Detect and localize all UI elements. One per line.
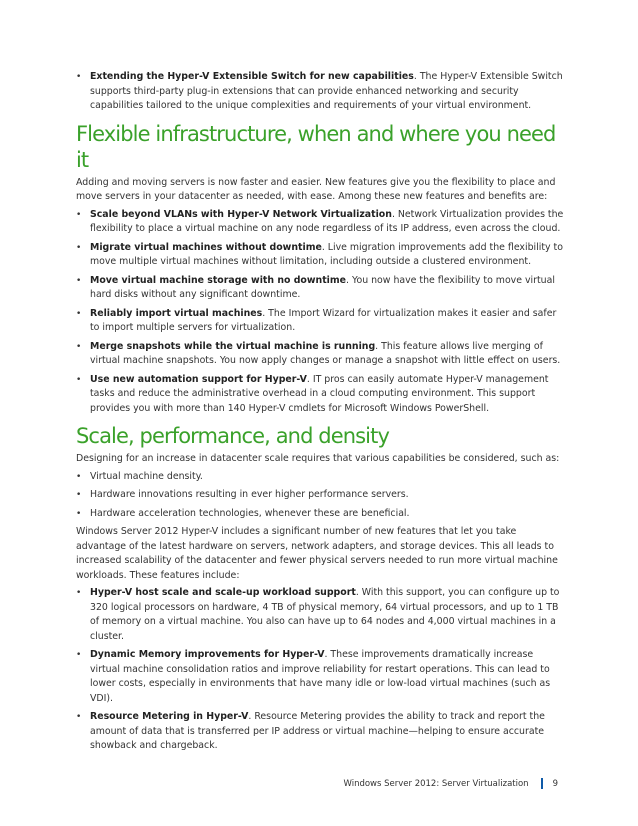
section1-bullet-list: [76, 208, 566, 417]
section-heading-flexible-infrastructure: Flexible infrastructure, when and where you need it: [76, 121, 556, 172]
section2-intro: Designing for an increase in datacenter scale requires that various capabilities be considered, such as:: [76, 453, 560, 464]
bullet-icon: •: [76, 374, 82, 385]
list-item: [76, 507, 566, 522]
bullet-text: . The Hyper-V Extensible Switch supports third-party plug-in extensions that can provide enhanced networking and security capabilities tailored to the unique complexities and requirements of your virtual environment.: [90, 71, 563, 111]
bullet-text: . Live migration improvements add the flexibility to move multiple virtual machines without limitation, including outside a clustered environment.: [90, 241, 563, 267]
bullet-icon: •: [76, 209, 82, 220]
bullet-icon: •: [76, 471, 82, 482]
list-item: [76, 710, 566, 754]
list-item: [76, 648, 566, 706]
bullet-bold: Dynamic Memory improvements for Hyper-V: [90, 649, 325, 660]
bullet-icon: •: [76, 490, 82, 500]
bullet-bold: Migrate virtual machines without downtime: [90, 241, 322, 253]
bullet-bold: Resource Metering in Hyper-V: [90, 711, 249, 722]
bullet-icon: •: [76, 508, 82, 519]
bullet-icon: •: [76, 308, 82, 319]
page-footer: [343, 778, 558, 789]
bullet-icon: •: [76, 650, 82, 660]
list-item: [76, 488, 566, 503]
bullet-icon: •: [76, 588, 82, 598]
bullet-text: . With this support, you can configure up to 320 logical processors on hardware, 4 TB of physical memory, 64 virtual processors, and up to 1 TB of memory on a virtual machine. You also can have up to 64 nodes and 4,000 virtual machines in a cluster.: [90, 587, 560, 642]
list-item: [76, 70, 566, 114]
document-page: [76, 70, 566, 754]
bullet-bold: Merge snapshots while the virtual machine is running: [90, 340, 376, 352]
section2-paragraph: Windows Server 2012 Hyper-V includes a significant number of new features that let you take advantage of the latest hardware on servers, network adapters, and storage devices. This all leads to increased scalability of the datacenter and fewer physical servers needed to run more virtual machine workloads. These features include:: [76, 526, 558, 581]
bullet-text: . Network Virtualization provides the flexibility to place a virtual machine on any node regardless of its IP address, even across the cloud.: [90, 208, 564, 234]
footer-title: Windows Server 2012: Server Virtualization: [343, 778, 529, 789]
bullet-text: . The Import Wizard for virtualization makes it easier and safer to import multiple servers for virtualization.: [90, 307, 557, 333]
list-item: [76, 241, 566, 270]
bullet-icon: •: [76, 341, 82, 352]
bullet-bold: Hyper-V host scale and scale-up workload support: [90, 587, 356, 598]
bullet-text: Hardware innovations resulting in ever higher performance servers.: [90, 489, 409, 500]
bullet-text: . These improvements dramatically increase virtual machine consolidation ratios and improve reliability for restart operations. This can lead to lower costs, especially in environments that have many idle or low-load virtual machines (such as VDI).: [90, 649, 551, 704]
list-item: [76, 307, 566, 336]
page-number: 9: [552, 778, 558, 789]
section2-simple-bullet-list: [76, 470, 566, 522]
bullet-bold: Scale beyond VLANs with Hyper-V Network Virtualization: [90, 208, 392, 220]
bullet-text: . This feature allows live merging of virtual machine snapshots. You now apply changes or manage a snapshot with little effect on users.: [90, 340, 561, 366]
bullet-icon: •: [76, 275, 82, 286]
list-item: [76, 470, 566, 485]
bullet-icon: •: [76, 712, 82, 722]
intro-bullet-list: [76, 70, 566, 114]
bullet-bold: Reliably import virtual machines: [90, 307, 263, 319]
bullet-icon: •: [76, 242, 82, 253]
bullet-text: . You now have the flexibility to move virtual hard disks without any significant downtime.: [90, 274, 555, 300]
bullet-text: . IT pros can easily automate Hyper-V management tasks and reduce the administrative overhead in a cloud computing environment. This support provides you with more than 140 Hyper-V cmdlets for Microsoft Windows PowerShell.: [90, 373, 549, 414]
list-item: [76, 373, 566, 417]
section2-bullet-list: [76, 586, 566, 754]
bullet-text: . Resource Metering provides the ability to track and report the amount of data that is transferred per IP address or virtual machine—helping to ensure accurate showback and chargeback.: [90, 711, 545, 751]
list-item: [76, 586, 566, 644]
bullet-text: Virtual machine density.: [90, 470, 203, 482]
footer-divider: [541, 778, 543, 789]
bullet-icon: •: [76, 72, 82, 82]
bullet-text: Hardware acceleration technologies, whenever these are beneficial.: [90, 507, 410, 519]
bullet-bold: Use new automation support for Hyper-V: [90, 373, 307, 385]
section1-intro: Adding and moving servers is now faster and easier. New features give you the flexibility to place and move servers in your datacenter as needed, with ease. Among these new features and benefits are:: [76, 176, 556, 202]
list-item: [76, 208, 566, 237]
list-item: [76, 274, 566, 303]
bullet-bold: Move virtual machine storage with no downtime: [90, 274, 347, 286]
bullet-bold: Extending the Hyper-V Extensible Switch for new capabilities: [90, 71, 414, 82]
section-heading-scale-performance: Scale, performance, and density: [76, 424, 389, 448]
list-item: [76, 340, 566, 369]
